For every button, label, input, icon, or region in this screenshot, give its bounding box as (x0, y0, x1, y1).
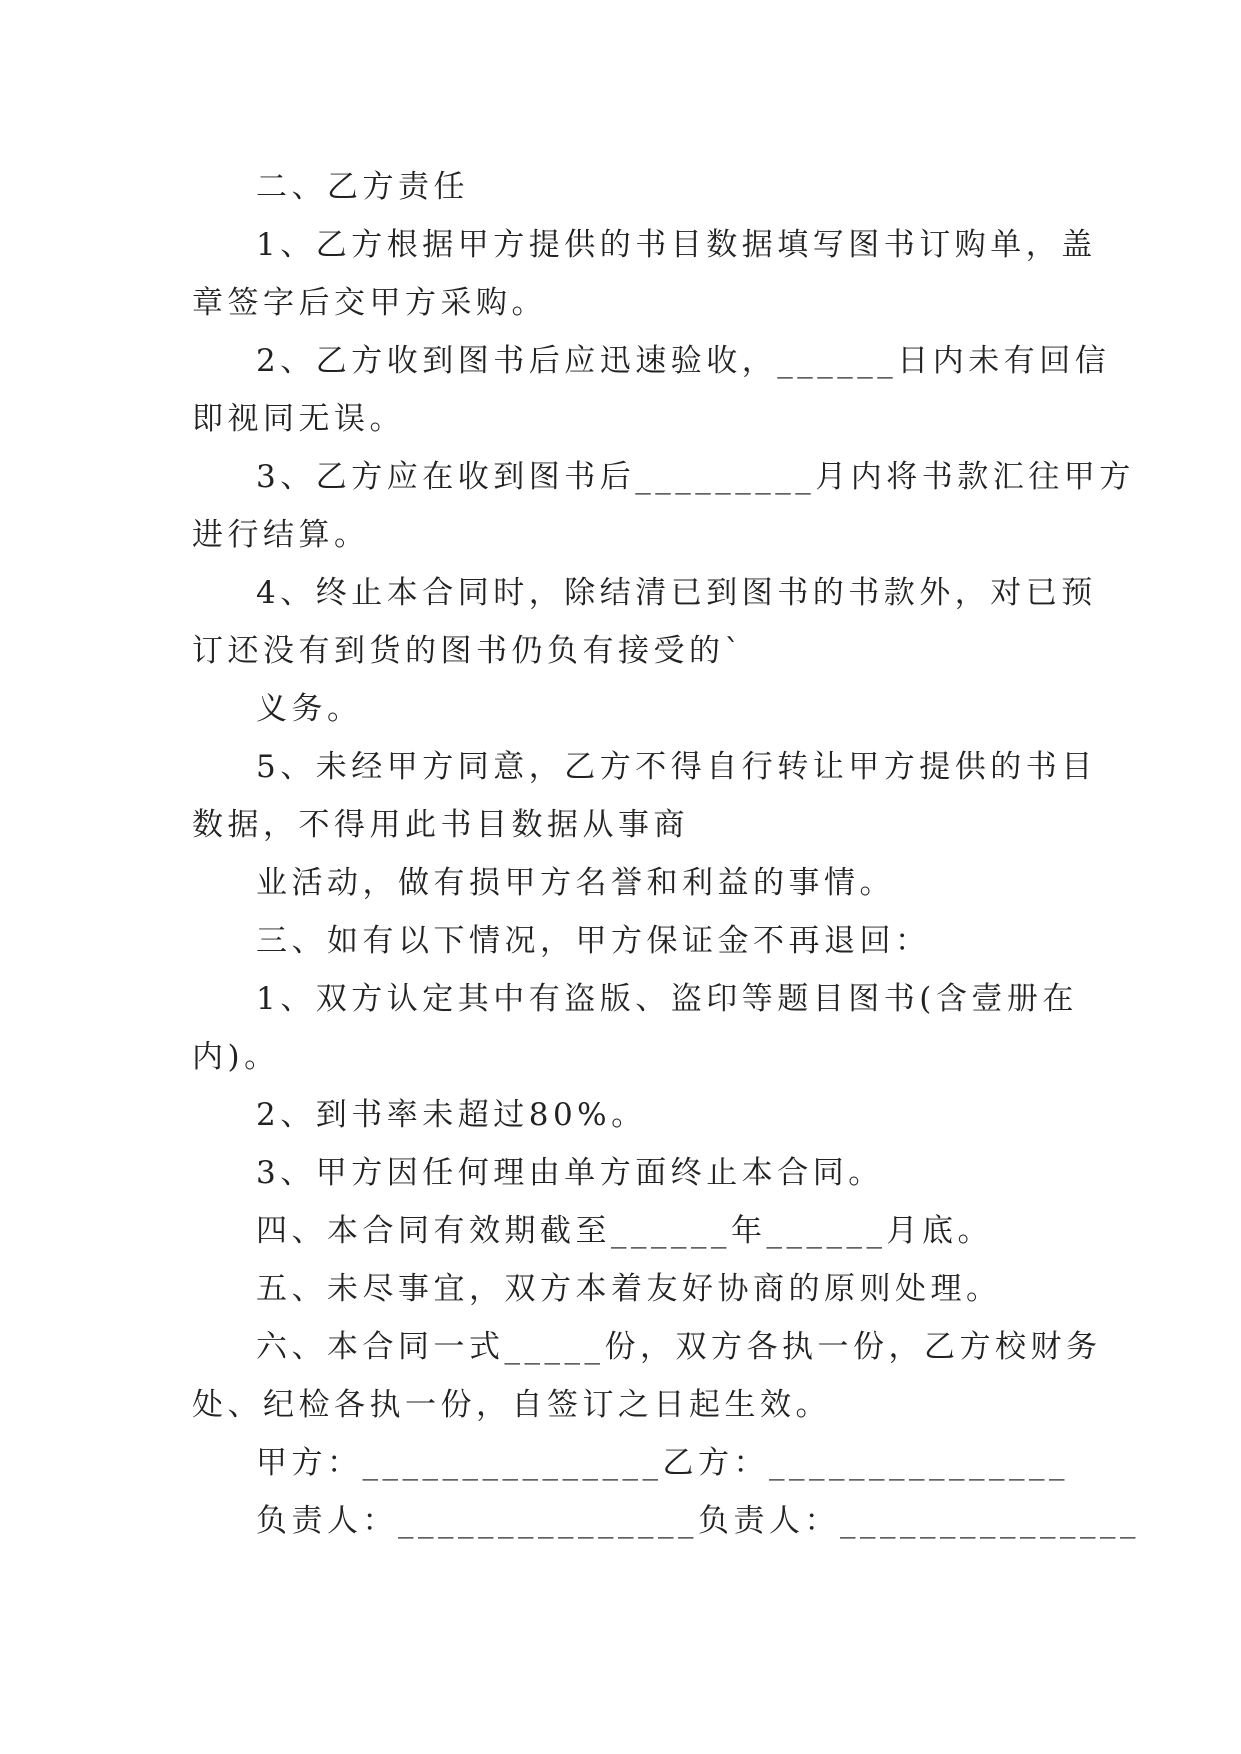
clause-3-line-1: 3、乙方应在收到图书后_________月内将书款汇往甲方 (256, 459, 1135, 495)
section-heading-party-b-duties: 二、乙方责任 (256, 169, 469, 205)
section-validity: 四、本合同有效期截至______年______月底。 (256, 1213, 993, 1249)
clause-5-line-1: 5、未经甲方同意，乙方不得自行转让甲方提供的书目 (256, 749, 1097, 785)
deposit-clause-2: 2、到书率未超过80%。 (256, 1097, 647, 1133)
section-copies-line-1: 六、本合同一式_____份，双方各执一份，乙方校财务 (256, 1329, 1102, 1365)
clause-2-line-2: 即视同无误。 (192, 401, 405, 437)
clause-5-line-2: 数据，不得用此书目数据从事商 (192, 807, 689, 843)
section-heading-deposit: 三、如有以下情况，甲方保证金不再退回： (256, 923, 931, 959)
clause-4-line-1: 4、终止本合同时，除结清已到图书的书款外，对已预 (256, 575, 1097, 611)
clause-2-line-1: 2、乙方收到图书后应迅速验收，______日内未有回信 (256, 343, 1111, 379)
signature-responsible-persons: 负责人：_______________负责人：_______________ (256, 1503, 1140, 1539)
clause-4-line-3: 义务。 (256, 691, 363, 727)
clause-4-line-2: 订还没有到货的图书仍负有接受的` (192, 633, 745, 669)
section-other-matters: 五、未尽事宜，双方本着友好协商的原则处理。 (256, 1271, 1002, 1307)
signature-parties: 甲方：_______________乙方：_______________ (256, 1445, 1069, 1481)
deposit-clause-1-line-1: 1、双方认定其中有盗版、盗印等题目图书(含壹册在 (256, 981, 1078, 1017)
deposit-clause-3: 3、甲方因任何理由单方面终止本合同。 (256, 1155, 884, 1191)
deposit-clause-1-line-2: 内)。 (192, 1039, 280, 1075)
clause-1-line-1: 1、乙方根据甲方提供的书目数据填写图书订购单，盖 (256, 227, 1097, 263)
clause-5-line-3: 业活动，做有损甲方名誉和利益的事情。 (256, 865, 895, 901)
contract-body (192, 158, 1140, 1550)
clause-1-line-2: 章签字后交甲方采购。 (192, 285, 547, 321)
clause-3-line-2: 进行结算。 (192, 517, 370, 553)
section-copies-line-2: 处、纪检各执一份，自签订之日起生效。 (192, 1387, 831, 1423)
